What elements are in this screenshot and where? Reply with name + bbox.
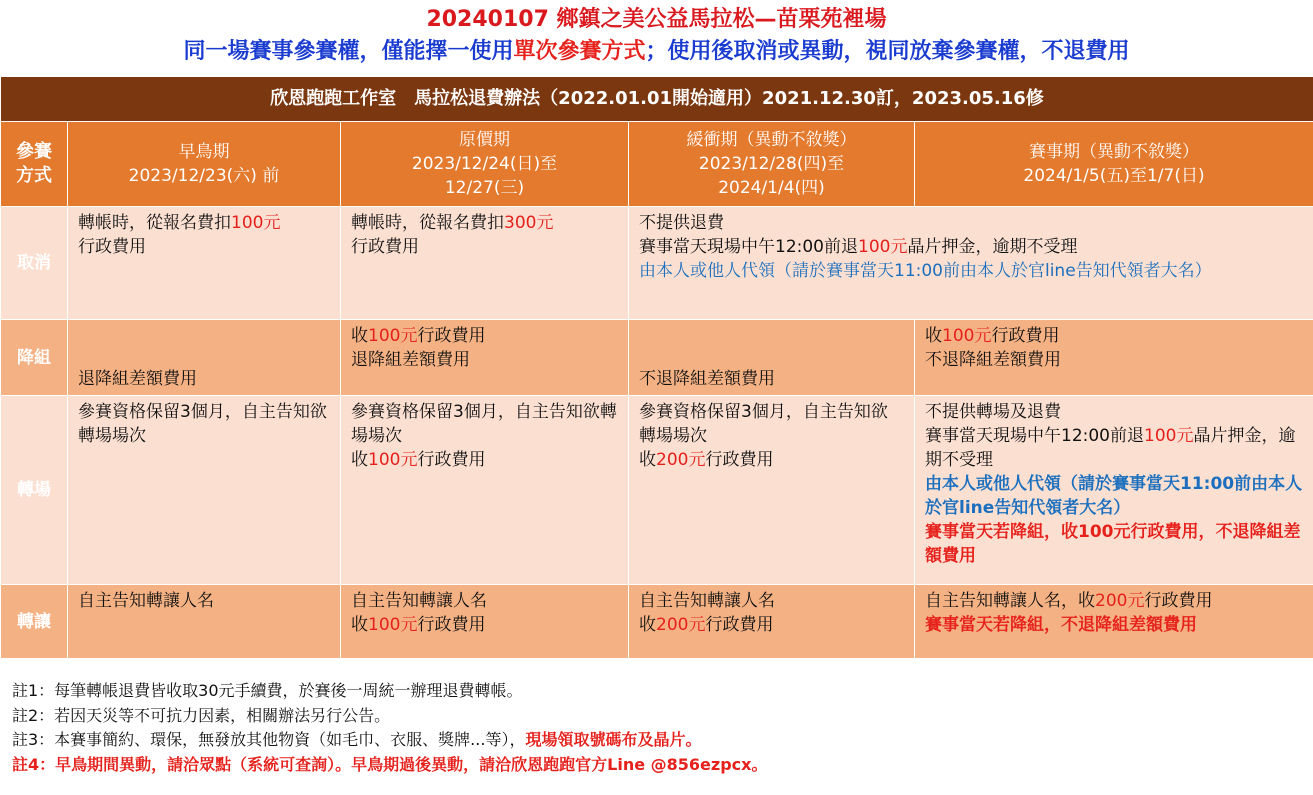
cell-transfer-race: 不提供轉場及退費 賽事當天現場中午12:00前退100元晶片押金，逾期不受理 由本人或他人代領（請於賽事當天11:00前由本人於官line告知代領者大名） 賽事當天若降組，收100元行政費用，不退降組差額費用 bbox=[915, 396, 1313, 585]
note-1: 註1：每筆轉帳退費皆收取30元手續費，於賽後一周統一辦理退費轉帳。 bbox=[12, 681, 523, 700]
table-row-cancel bbox=[1, 207, 1313, 320]
subtitle-part3: ；使用後取消或異動，視同放棄參賽權，不退費用 bbox=[645, 39, 1130, 64]
table-row-handover bbox=[1, 585, 1313, 659]
cell-downgrade-buffer: 不退降組差額費用 bbox=[629, 320, 915, 396]
cell-handover-regular: 自主告知轉讓人名 收100元行政費用 bbox=[341, 585, 629, 659]
row-label-cancel: 取消 bbox=[1, 207, 68, 320]
cell-downgrade-race: 收100元行政費用 不退降組差額費用 bbox=[915, 320, 1313, 396]
cell-handover-buffer: 自主告知轉讓人名 收200元行政費用 bbox=[629, 585, 915, 659]
cell-cancel-regular: 轉帳時，從報名費扣300元 行政費用 bbox=[341, 207, 629, 320]
cell-cancel-early: 轉帳時，從報名費扣100元 行政費用 bbox=[68, 207, 341, 320]
table-row-downgrade bbox=[1, 320, 1313, 396]
cell-transfer-regular: 參賽資格保留3個月，自主告知欲轉場場次 收100元行政費用 bbox=[341, 396, 629, 585]
table-row-transfer bbox=[1, 396, 1313, 585]
table-header-row bbox=[1, 122, 1313, 207]
cell-handover-early: 自主告知轉讓人名 bbox=[68, 585, 341, 659]
refund-rules-table bbox=[0, 76, 1313, 659]
row-label-downgrade: 降組 bbox=[1, 320, 68, 396]
table-banner: 欣恩跑跑工作室 馬拉松退費辦法（2022.01.01開始適用）2021.12.30訂，2023.05.16修 bbox=[1, 77, 1313, 122]
cell-downgrade-early: 退降組差額費用 bbox=[68, 320, 341, 396]
header-early: 早鳥期 2023/12/23(六) 前 bbox=[68, 122, 341, 207]
cell-transfer-early: 參賽資格保留3個月，自主告知欲轉場場次 bbox=[68, 396, 341, 585]
page-subtitle bbox=[0, 36, 1313, 68]
page-title: 20240107 鄉鎮之美公益馬拉松—苗栗苑裡場 bbox=[426, 7, 887, 32]
note-4: 註4：早鳥期間異動，請洽眾點（系統可查詢）。早鳥期過後異動，請洽欣恩跑跑官方Line @856ezpcx。 bbox=[12, 754, 768, 774]
row-label-handover: 轉讓 bbox=[1, 585, 68, 659]
note-2: 註2：若因天災等不可抗力因素，相關辦法另行公告。 bbox=[12, 705, 391, 725]
table-banner-row bbox=[1, 77, 1313, 122]
cell-transfer-buffer: 參賽資格保留3個月，自主告知欲轉場場次 收200元行政費用 bbox=[629, 396, 915, 585]
header-regular: 原價期 2023/12/24(日)至 12/27(三) bbox=[341, 122, 629, 207]
row-label-transfer: 轉場 bbox=[1, 396, 68, 585]
note-3: 註3：本賽事簡約、環保，無發放其他物資（如毛巾、衣服、獎牌...等），現場領取號碼布及晶片。 bbox=[12, 730, 702, 749]
header-method: 參賽 方式 bbox=[1, 122, 68, 207]
cell-cancel-later: 不提供退費 賽事當天現場中午12:00前退100元晶片押金，逾期不受理 由本人或他人代領（請於賽事當天11:00前由本人於官line告知代領者大名） bbox=[629, 207, 1313, 320]
cell-downgrade-regular: 收100元行政費用 退降組差額費用 bbox=[341, 320, 629, 396]
subtitle-part1: 同一場賽事參賽權，僅能擇一使用 bbox=[183, 39, 514, 64]
cell-handover-race: 自主告知轉讓人名，收200元行政費用 賽事當天若降組，不退降組差額費用 bbox=[915, 585, 1313, 659]
subtitle-emphasis: 單次參賽方式 bbox=[513, 39, 646, 64]
footnotes bbox=[12, 679, 767, 777]
header-race: 賽事期（異動不敘獎） 2024/1/5(五)至1/7(日) bbox=[915, 122, 1313, 207]
header-buffer: 緩衝期（異動不敘獎） 2023/12/28(四)至 2024/1/4(四) bbox=[629, 122, 915, 207]
